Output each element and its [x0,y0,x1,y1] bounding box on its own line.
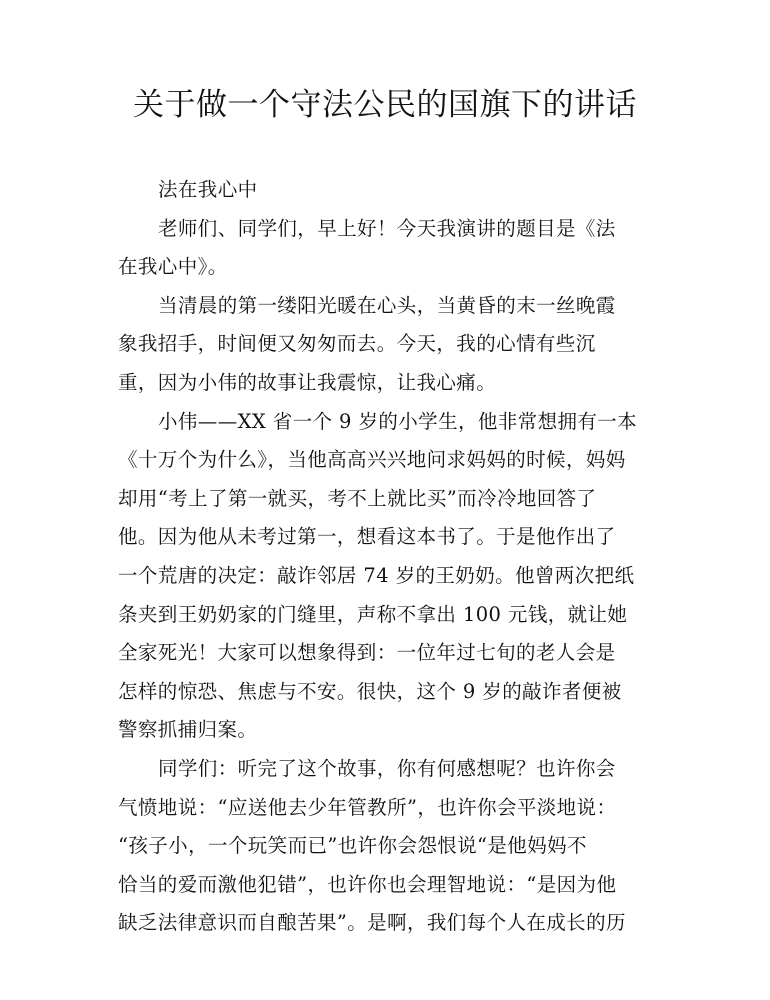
body-line: 缺乏法律意识而自酿苦果”。是啊，我们每个人在成长的历 [118,911,626,935]
body-line: 他。因为他从未考过第一，想看这本书了。于是他作出了 [118,525,616,549]
body-line: 当清晨的第一缕阳光暖在心头，当黄昏的末一丝晚霞 [158,293,616,317]
body-line: 怎样的惊恐、焦虑与不安。很快，这个 9 岁的敲诈者便被 [118,679,622,703]
body-line: 小伟——XX 省一个 9 岁的小学生，他非常想拥有一本 [158,409,638,433]
body-line: 同学们：听完了这个故事，你有何感想呢？也许你会 [158,756,616,780]
body-line: 恰当的爱而激他犯错”，也许你也会理智地说：“是因为他 [118,872,617,896]
body-line: 象我招手，时间便又匆匆而去。今天，我的心情有些沉 [118,332,596,356]
document-body [118,171,654,943]
body-line: 《十万个为什么》，当他高高兴兴地问求妈妈的时候，妈妈 [118,448,626,472]
body-line: 在我心中》。 [118,255,228,279]
body-line: 却用“考上了第一就买，考不上就比买”而冷冷地回答了 [118,486,597,510]
body-line: 法在我心中 [158,178,258,201]
body-line: 重，因为小伟的故事让我震惊，让我心痛。 [118,370,497,394]
body-line: 一个荒唐的决定：敲诈邻居 74 岁的王奶奶。他曾两次把纸 [118,563,635,587]
document-title: 关于做一个守法公民的国旗下的讲话 [133,87,637,123]
body-line: 老师们、同学们，早上好！今天我演讲的题目是《法 [158,216,616,240]
body-line: 条夹到王奶奶家的门缝里，声称不拿出 100 元钱，就让她 [118,602,628,626]
body-line: 全家死光！大家可以想象得到：一位年过七旬的老人会是 [118,641,616,665]
body-line: 气愤地说：“应送他去少年管教所”，也许你会平淡地说： [118,795,617,819]
body-line: 警察抓捕归案。 [118,718,258,742]
body-line: “孩子小，一个玩笑而已”也许你会怨恨说“是他妈妈不 [118,834,587,858]
